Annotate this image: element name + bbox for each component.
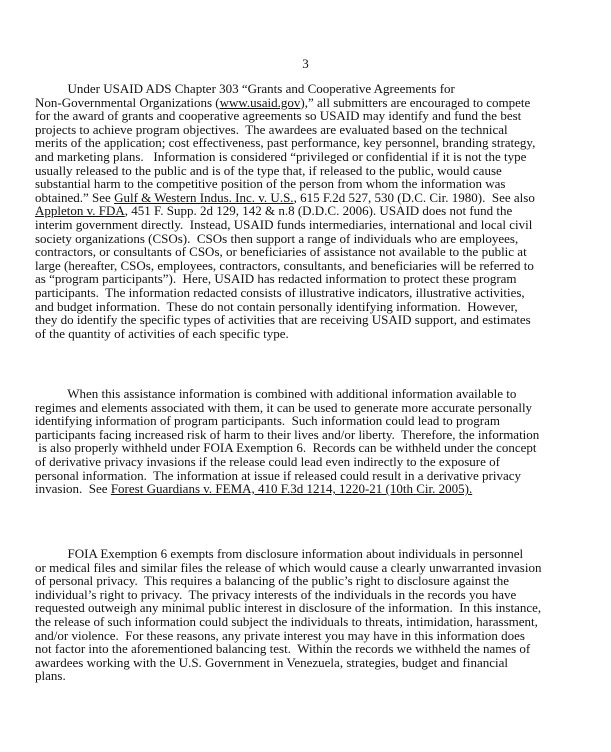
text-segment: for the award of grants and cooperative agreements so USAID may identify and fund the best — [35, 108, 522, 124]
text-line — [35, 204, 572, 218]
text-segment: obtained.” See — [35, 189, 115, 205]
text-line — [35, 441, 572, 455]
text-line — [35, 401, 572, 415]
text-line — [35, 177, 572, 191]
text-segment: society organizations (CSOs). CSOs then support a range of individuals who are employees, — [35, 230, 519, 246]
text-segment: they do identify the specific types of activities that are receiving USAID support, and estimates — [35, 312, 531, 328]
text-line — [35, 414, 572, 428]
text-segment: of derivative privacy invasions if the release could lead even indirectly to the exposure of — [35, 453, 500, 469]
text-line — [35, 482, 572, 496]
paragraph-foia-exemption-6 — [35, 547, 572, 683]
text-line — [35, 164, 572, 178]
text-segment: is also properly withheld under FOIA Exemption 6. Records can be withheld under the concept — [35, 440, 537, 456]
text-line — [35, 286, 572, 300]
text-line — [35, 300, 572, 314]
text-line — [35, 327, 572, 341]
paragraph-derivative-privacy — [35, 387, 572, 496]
text-segment: participants. The information redacted consists of illustrative indicators, illustrative activities, — [35, 284, 525, 300]
text-segment: FOIA Exemption 6 exempts from disclosure information about individuals in personnel — [35, 546, 524, 561]
text-line — [35, 588, 572, 602]
text-segment: of the quantity of activities of each specific type. — [35, 325, 289, 341]
citation-link[interactable]: Forest Guardians v. FEMA, 410 F.3d 1214, 1220-21 (10th Cir. 2005). — [110, 481, 473, 497]
text-line — [35, 272, 572, 286]
text-line — [35, 574, 572, 588]
text-line — [35, 191, 572, 205]
text-line — [35, 259, 572, 273]
text-segment: Under USAID ADS Chapter 303 “Grants and Cooperative Agreements for — [35, 81, 455, 96]
text-segment: and budget information. These do not contain personally identifying information. However, — [35, 298, 518, 314]
text-segment: individual’s right to privacy. The privacy interests of the individuals in the records you have — [35, 586, 517, 602]
text-segment: identifying information of program participants. Such information could lead to program — [35, 413, 500, 429]
text-line — [35, 642, 572, 656]
paragraph-grants-confidentiality — [35, 82, 572, 340]
text-segment: or medical files and similar files the release of which would cause a clearly unwarranted invasion — [35, 559, 542, 575]
text-segment: of personal privacy. This requires a balancing of the public’s right to disclosure against the — [35, 573, 510, 589]
text-segment: regimes and elements associated with them, it can be used to generate more accurate personally — [35, 399, 533, 415]
text-line — [35, 109, 572, 123]
text-segment: When this assistance information is combined with additional information available to — [35, 386, 517, 401]
text-segment: not factor into the aforementioned balancing test. Within the records we withheld the names of — [35, 641, 531, 657]
text-line — [35, 123, 572, 137]
text-segment: requested outweigh any minimal public interest in disclosure of the information. In this instance, — [35, 600, 542, 616]
text-line — [35, 232, 572, 246]
text-segment: Non-Governmental Organizations ( — [35, 94, 220, 110]
text-segment: substantial harm to the competitive position of the person from whom the information was — [35, 176, 506, 192]
text-segment: , 451 F. Supp. 2d 129, 142 & n.8 (D.D.C. 2006). USAID does not fund the — [124, 203, 513, 219]
text-line — [35, 629, 572, 643]
text-segment: contractors, or consultants of CSOs, or beneficiaries of assistance not available to the public at — [35, 244, 527, 260]
text-line — [35, 601, 572, 615]
text-line — [35, 136, 572, 150]
text-segment: plans. — [35, 668, 66, 684]
text-line — [35, 547, 572, 561]
text-segment: personal information. The information at issue if released could result in a derivative privacy — [35, 467, 522, 483]
text-segment: ),” all submitters are encouraged to compete — [300, 94, 531, 110]
text-line — [35, 455, 572, 469]
citation-link[interactable]: Gulf & Western Indus. Inc. v. U.S. — [114, 189, 294, 205]
citation-link[interactable]: www.usaid.gov — [219, 94, 301, 110]
text-line — [35, 245, 572, 259]
text-line — [35, 428, 572, 442]
text-segment: merits of the application; cost effectiveness, past performance, key personnel, branding strategy, — [35, 135, 536, 151]
text-line — [35, 615, 572, 629]
text-segment: , 615 F.2d 527, 530 (D.C. Cir. 1980). See also — [293, 189, 535, 205]
text-line — [35, 669, 572, 683]
text-line — [35, 656, 572, 670]
text-segment: and/or violence. For these reasons, any private interest you may have in this information does — [35, 627, 525, 643]
text-segment: usually released to the public and is of the type that, if released to the public, would cause — [35, 162, 502, 178]
text-segment: and marketing plans. Information is considered “privileged or confidential if it is not the type — [35, 148, 527, 164]
text-segment: participants facing increased risk of harm to their lives and/or liberty. Therefore, the information — [35, 426, 540, 442]
text-segment: awardees working with the U.S. Government in Venezuela, strategies, budget and financial — [35, 654, 509, 670]
text-segment: interim government directly. Instead, USAID funds intermediaries, international and local civil — [35, 216, 533, 232]
text-line — [35, 218, 572, 232]
text-line — [35, 150, 572, 164]
citation-link[interactable]: Appleton v. FDA — [35, 203, 125, 219]
text-line — [35, 96, 572, 110]
page-number: 3 — [302, 56, 309, 71]
text-segment: invasion. See — [35, 481, 111, 497]
text-line — [35, 561, 572, 575]
text-segment: the release of such information could subject the individuals to threats, intimidation, harassment, — [35, 613, 538, 629]
text-line — [35, 387, 572, 401]
text-segment: projects to achieve program objectives. The awardees are evaluated based on the technical — [35, 121, 508, 137]
text-line — [35, 82, 572, 96]
text-line — [35, 313, 572, 327]
text-segment: large (hereafter, CSOs, employees, contractors, consultants, and beneficiaries will be referred to — [35, 257, 534, 273]
text-segment: as “program participants”). Here, USAID has redacted information to protect these program — [35, 271, 517, 287]
text-line — [35, 469, 572, 483]
